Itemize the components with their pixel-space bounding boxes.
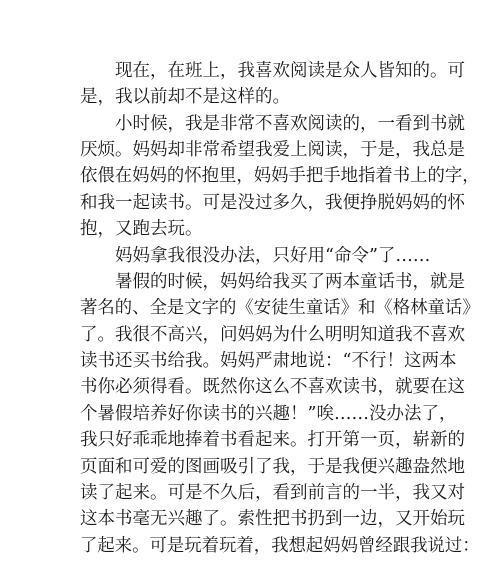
text-line-5: 依偎在妈妈的怀抱里，妈妈手把手地指着书上的字， bbox=[80, 166, 480, 187]
text-line-8: 妈妈拿我很没办法，只好用“命令”了…… bbox=[115, 245, 431, 266]
text-line-18: 这本书毫无兴趣了。索性把书扔到一边，又开始玩 bbox=[80, 509, 465, 530]
text-line-3: 小时候，我是非常不喜欢阅读的，一看到书就 bbox=[115, 113, 465, 134]
text-line-12: 读书还买书给我。妈妈严肃地说：“不行！这两本 bbox=[80, 351, 457, 372]
text-line-2: 是，我以前却不是这样的。 bbox=[80, 87, 290, 108]
text-line-9: 暑假的时候，妈妈给我买了两本童话书，就是 bbox=[115, 271, 465, 292]
text-line-6: 和我一起读书。可是没过多久，我便挣脱妈妈的怀 bbox=[80, 192, 465, 213]
text-line-13: 书你必须得看。既然你这么不喜欢读书，就要在这 bbox=[80, 377, 465, 398]
text-line-17: 读了起来。可是不久后，看到前言的一半，我又对 bbox=[80, 482, 465, 503]
text-line-1: 现在，在班上，我喜欢阅读是众人皆知的。可 bbox=[115, 61, 465, 81]
text-line-4: 厌烦。妈妈却非常希望我爱上阅读，于是，我总是 bbox=[80, 140, 465, 161]
text-line-16: 页面和可爱的图画吸引了我，于是我便兴趣盎然地 bbox=[80, 456, 465, 477]
text-line-15: 我只好乖乖地捧着书看起来。打开第一页，崭新的 bbox=[80, 430, 465, 451]
text-line-11: 了。我很不高兴，问妈妈为什么明明知道我不喜欢 bbox=[80, 324, 465, 345]
text-line-14: 个暑假培养好你读书的兴趣！”唉……没办法了， bbox=[80, 403, 457, 424]
text-line-10: 著名的、全是文字的《安徒生童话》和《格林童话》 bbox=[80, 298, 480, 319]
text-line-7: 抱，又跑去玩。 bbox=[80, 219, 203, 240]
text-line-19: 了起来。可是玩着玩着，我想起妈妈曾经跟我说过： bbox=[80, 535, 480, 556]
